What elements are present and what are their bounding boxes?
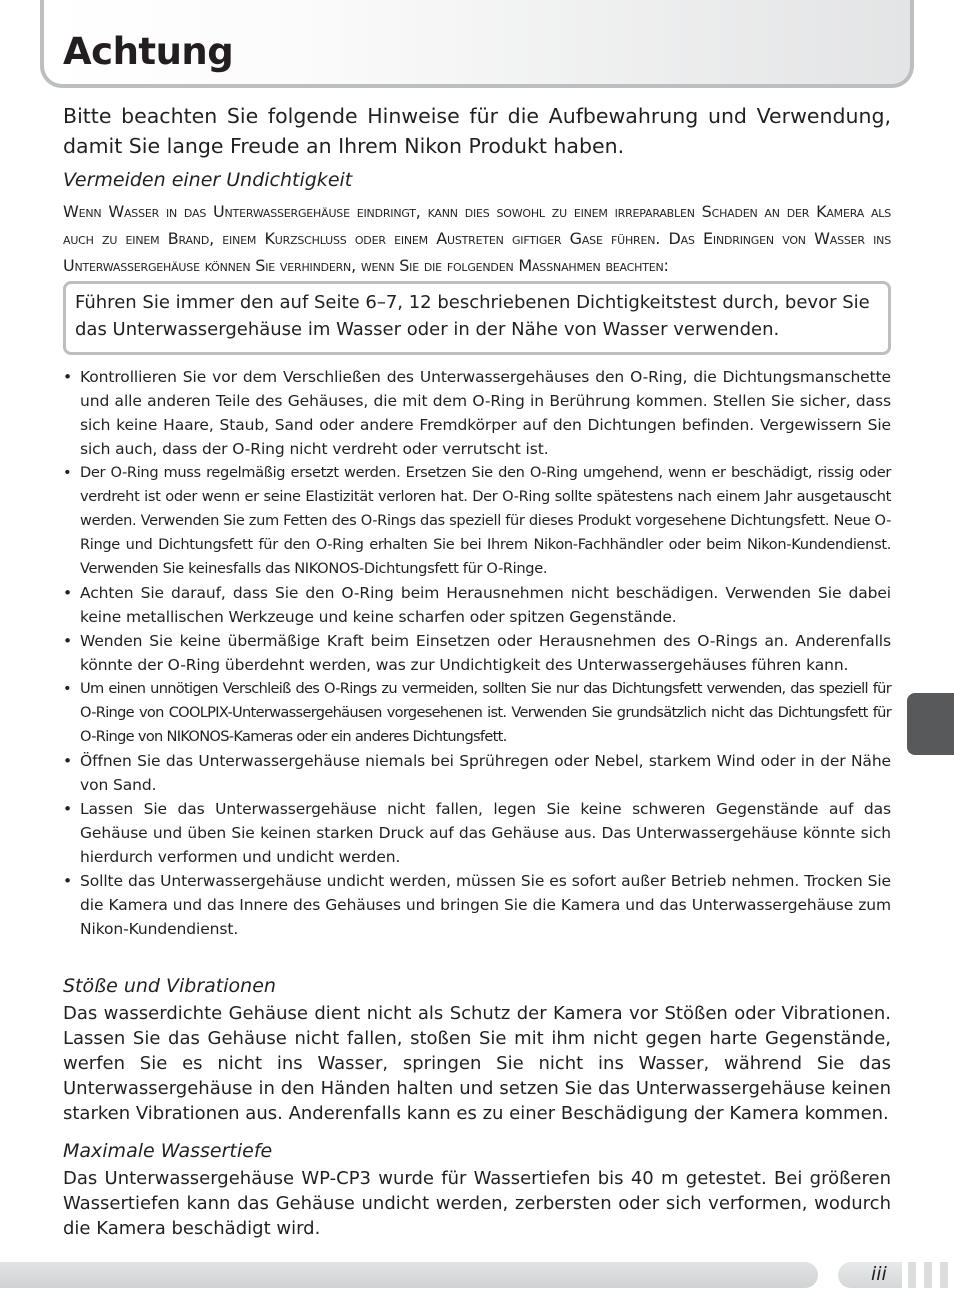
- bullet-marker: •: [63, 872, 73, 890]
- bullet-marker: •: [63, 368, 73, 386]
- list-item: • Öffnen Sie das Unterwassergehäuse niemals bei Sprühregen oder Nebel, starkem Wind oder in der Nähe von Sand.: [63, 749, 891, 797]
- depth-paragraph: Das Unterwassergehäuse WP-CP3 wurde für Wassertiefen bis 40 m getestet. Bei größeren Wassertiefen kann das Gehäuse undicht werden, zerbersten oder sich verformen, wodurch die Kamera beschädigt wird.: [63, 1168, 891, 1239]
- notice-text: Führen Sie immer den auf Seite 6–7, 12 beschriebenen Dichtigkeitstest durch, bevor Sie das Unterwassergehäuse im Wasser oder in der Nähe von Wasser verwenden.: [75, 292, 870, 340]
- list-item: • Sollte das Unterwassergehäuse undicht werden, müssen Sie es sofort außer Betrieb nehmen. Trocken Sie die Kamera und das Innere des Gehäuses und bringen Sie die Kamera und das Unterwassergehäuse zum Nikon-Kundendienst.: [63, 869, 891, 941]
- chapter-tab: [907, 693, 954, 755]
- bullet-marker: •: [63, 632, 73, 650]
- page-number-tab: [838, 1262, 902, 1288]
- list-item: • Um einen unnötigen Verschleiß des O-Rings zu vermeiden, sollten Sie nur das Dichtungsfett verwenden, das speziell für O-Ringe von COOLPIX-Unterwassergehäusen vorgesehenen ist. Verwenden Sie grundsätzlich nicht das Dichtungsfett für O-Ringe von NIKONOS-Kameras oder ein anderes Dichtungsfett.: [63, 677, 891, 749]
- section-heading-depth: Maximale Wassertiefe: [63, 1140, 273, 1162]
- bullet-marker: •: [63, 464, 72, 481]
- intro-paragraph: Bitte beachten Sie folgende Hinweise für die Aufbewahrung und Verwendung, damit Sie lange Freude an Ihrem Nikon Produkt haben.: [63, 104, 891, 158]
- list-item: • Der O-Ring muss regelmäßig ersetzt werden. Ersetzen Sie den O-Ring umgehend, wenn er beschädigt, rissig oder verdreht ist oder wenn er seine Elastizität verloren hat. Der O-Ring sollte spätestens nach einem Jahr ausgetauscht werden. Verwenden Sie zum Fetten des O-Rings das speziell für dieses Produkt vorgesehene Dichtungsfett. Neue O-Ringe und Dichtungsfett für den O-Ring erhalten Sie bei Ihrem Nikon-Fachhändler oder beim Nikon-Kundendienst. Verwenden Sie keinesfalls das NIKONOS-Dichtungsfett für O-Ringe.: [63, 461, 891, 581]
- leak-paragraph: Wenn Wasser in das Unterwassergehäuse eindringt, kann dies sowohl zu einem irreparablen Schaden an der Kamera als auch zu einem Brand, einem Kurzschluss oder einem Austreten giftiger Gase führen. Das Eindringen von Wasser ins Unterwassergehäuse können Sie verhindern, wenn Sie die folgenden Maßnahmen beachten:: [63, 202, 891, 275]
- list-item: • Lassen Sie das Unterwassergehäuse nicht fallen, legen Sie keine schweren Gegenstände auf das Gehäuse und üben Sie keinen starken Druck auf das Gehäuse aus. Das Unterwassergehäuse könnte sich hierdurch verformen und undicht werden.: [63, 797, 891, 869]
- list-item: • Kontrollieren Sie vor dem Verschließen des Unterwassergehäuses den O-Ring, die Dichtungsmanschette und alle anderen Teile des Gehäuses, die mit dem O-Ring in Berührung kommen. Stellen Sie sicher, dass sich keine Haare, Staub, Sand oder andere Fremdkörper auf den Dichtungen befinden. Vergewissern Sie sich auch, dass der O-Ring nicht verdreht oder verrutscht ist.: [63, 365, 891, 461]
- notice-box: [63, 281, 891, 355]
- bullet-marker: •: [63, 680, 71, 697]
- bullet-marker: •: [63, 584, 73, 602]
- footer-stripe: [908, 1262, 916, 1288]
- footer-stripe: [940, 1262, 948, 1288]
- shock-paragraph: Das wasserdichte Gehäuse dient nicht als Schutz der Kamera vor Stößen oder Vibrationen. Lassen Sie das Gehäuse nicht fallen, stoßen Sie mit ihm nicht gegen harte Gegenstände, werfen Sie es nicht ins Wasser, springen Sie nicht ins Wasser, während Sie das Unterwassergehäuse in den Händen halten und setzen Sie das Unterwassergehäuse keinen starken Vibrationen aus. Anderenfalls kann es zu einer Beschädigung der Kamera kommen.: [63, 1003, 891, 1124]
- section-heading-shock: Stöße und Vibrationen: [63, 975, 276, 997]
- footer-bar: [0, 1262, 818, 1288]
- list-item: • Achten Sie darauf, dass Sie den O-Ring beim Herausnehmen nicht beschädigen. Verwenden Sie dabei keine metallischen Werkzeuge und keine scharfen oder spitzen Gegenstände.: [63, 581, 891, 629]
- list-item: • Wenden Sie keine übermäßige Kraft beim Einsetzen oder Herausnehmen des O-Rings an. Anderenfalls könnte der O-Ring überdehnt werden, was zur Undichtigkeit des Unterwassergehäuses führen kann.: [63, 629, 891, 677]
- bullet-marker: •: [63, 752, 73, 770]
- bullet-list: [63, 365, 891, 941]
- section-heading-leak: Vermeiden einer Undichtigkeit: [63, 169, 353, 191]
- page-title: Achtung: [63, 30, 234, 73]
- footer-stripe: [924, 1262, 932, 1288]
- page-number: iii: [871, 1263, 887, 1285]
- bullet-marker: •: [63, 800, 73, 818]
